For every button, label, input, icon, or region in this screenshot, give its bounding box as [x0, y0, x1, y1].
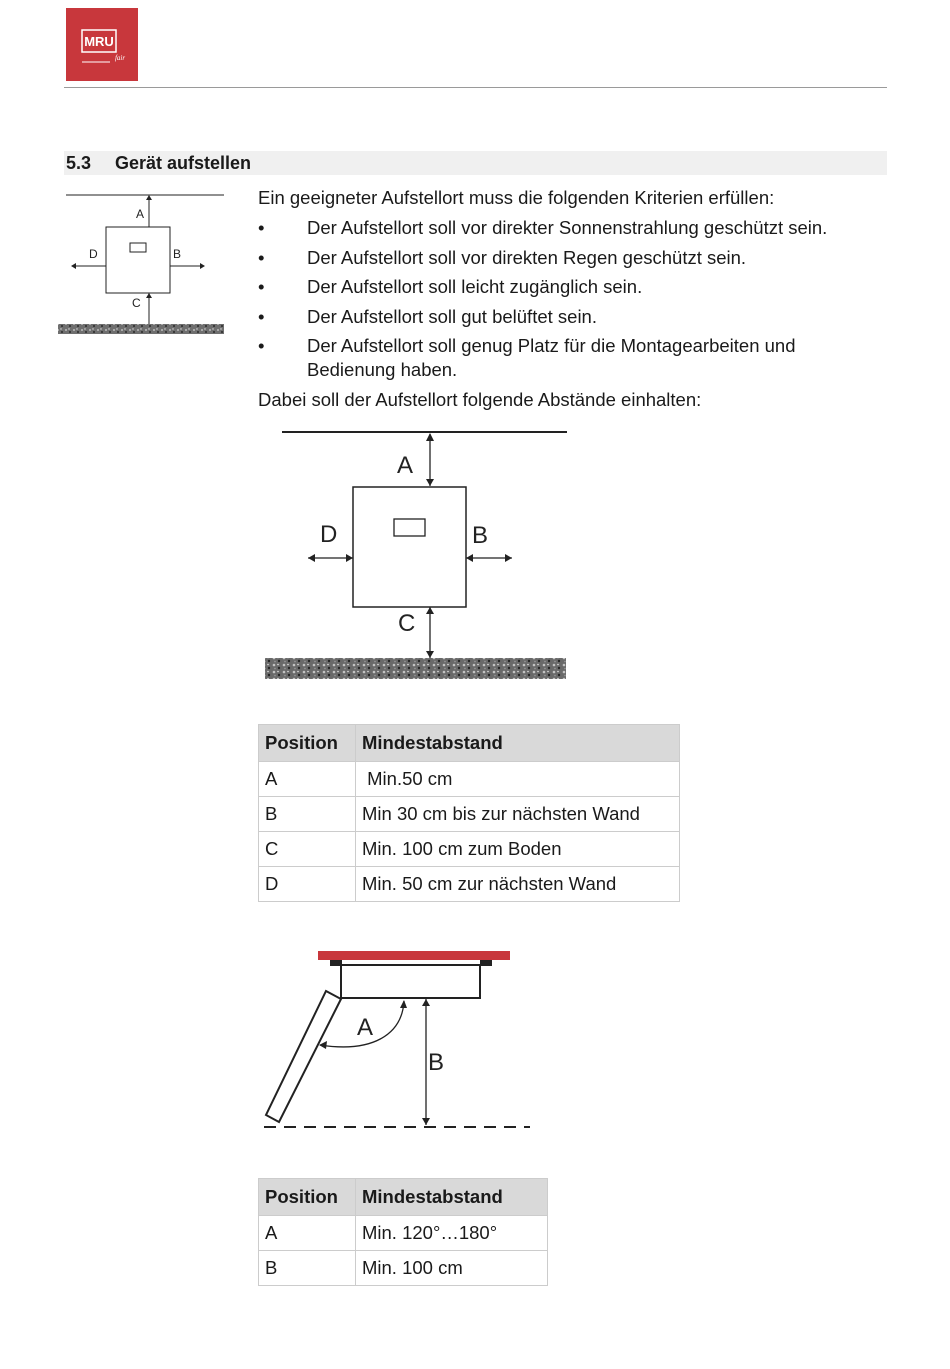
bullet-symbol: • [258, 217, 265, 238]
table-cell: Min.50 cm [356, 762, 680, 797]
section-title: Gerät aufstellen [115, 153, 252, 173]
label-c: C [398, 610, 416, 637]
table-row [259, 832, 680, 867]
table-cell: A [259, 1216, 356, 1251]
thumbnail-clearance-diagram [56, 190, 226, 338]
table-row [259, 762, 680, 797]
list-item-text: Der Aufstellort soll leicht zugänglich sein. [307, 276, 643, 297]
table-cell: D [259, 867, 356, 902]
bullet-symbol: • [258, 305, 265, 327]
table-cell: Min. 120°…180° [356, 1216, 548, 1251]
table-cell: A [259, 762, 356, 797]
thumb-label-c: C [132, 296, 141, 310]
list-item-text: Der Aufstellort soll vor direkter Sonnenstrahlung geschützt sein. [307, 217, 828, 238]
thumb-label-d: D [89, 247, 98, 261]
table-row [259, 1216, 548, 1251]
clearance-diagram [262, 425, 572, 685]
table-cell: Min 30 cm bis zur nächsten Wand [356, 797, 680, 832]
table-cell: C [259, 832, 356, 867]
table-header: Position [259, 1179, 356, 1216]
section-heading [64, 151, 887, 175]
table-header: Mindestabstand [356, 725, 680, 762]
table-header-row [259, 725, 680, 762]
bullet-symbol: • [258, 246, 265, 268]
list-item-text: Der Aufstellort soll gut belüftet sein. [307, 305, 597, 327]
table-row [259, 867, 680, 902]
list-item [258, 275, 878, 299]
bullet-symbol: • [258, 276, 265, 297]
table-header-row [259, 1179, 548, 1216]
table-row [259, 1251, 548, 1286]
thumb-label-a: A [136, 207, 145, 221]
label-b: B [472, 522, 489, 549]
logo-subtext: fair [114, 54, 126, 62]
label-a: A [397, 452, 414, 479]
table-cell: Min. 100 cm [356, 1251, 548, 1286]
section-number: 5.3 [66, 153, 92, 173]
thumb-label-b: B [173, 247, 182, 261]
table-row [259, 797, 680, 832]
company-logo [66, 8, 138, 81]
door-label-a: A [357, 1014, 374, 1041]
header-divider [64, 87, 887, 88]
table-cell: B [259, 797, 356, 832]
list-item-text: Der Aufstellort soll vor direkten Regen geschützt sein. [307, 246, 747, 268]
intro-text: Ein geeigneter Aufstellort muss die folgenden Kriterien erfüllen: [258, 187, 775, 208]
door-clearance-table [258, 1178, 548, 1286]
table-header: Mindestabstand [356, 1179, 548, 1216]
list-item-text: Der Aufstellort soll genug Platz für die Montagearbeiten und Bedienung haben. [307, 335, 796, 380]
clearance-table [258, 724, 680, 902]
label-d: D [320, 521, 338, 548]
distances-intro: Dabei soll der Aufstellort folgende Abstände einhalten: [258, 389, 702, 410]
list-item [258, 305, 878, 329]
door-opening-diagram [262, 945, 542, 1135]
list-item [258, 216, 878, 240]
table-cell: Min. 50 cm zur nächsten Wand [356, 867, 680, 902]
table-cell: B [259, 1251, 356, 1286]
criteria-list [258, 216, 878, 388]
logo-text: MRU [84, 34, 114, 49]
door-label-b: B [428, 1049, 445, 1076]
bullet-symbol: • [258, 335, 265, 356]
list-item [258, 246, 878, 270]
table-header: Position [259, 725, 356, 762]
list-item [258, 334, 878, 382]
table-cell: Min. 100 cm zum Boden [356, 832, 680, 867]
